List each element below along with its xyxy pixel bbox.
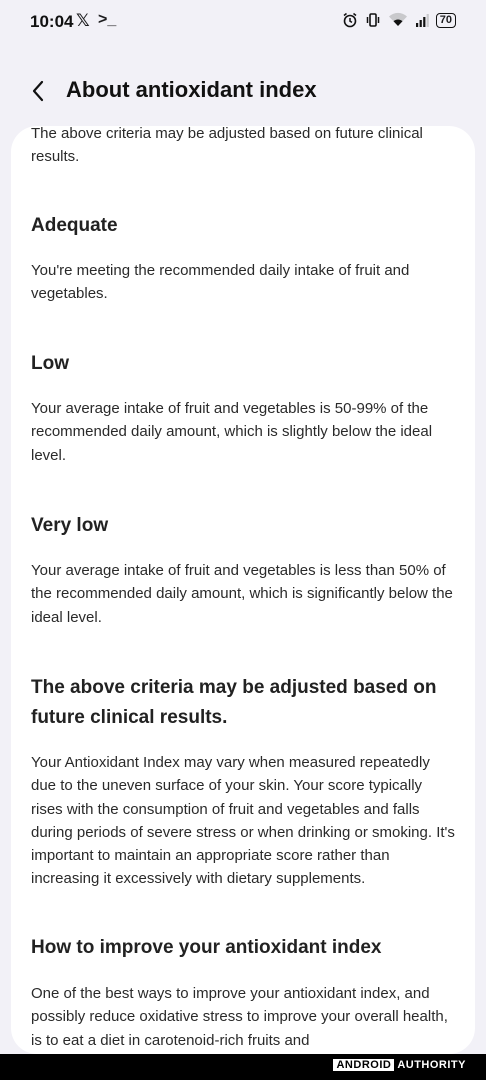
watermark: ANDROID AUTHORITY bbox=[333, 1059, 466, 1071]
adequate-text: You're meeting the recommended daily intake of fruit and vegetables. bbox=[31, 262, 410, 303]
criteria-text: Your Antioxidant Index may vary when measured repeatedly due to the uneven surface of your skin. Your score typically rises with the consumption of fruit and vegetables and falls during periods of severe stress or when drinking or smoking. It's important to maintain an appropriate score rather than increasing it excessively with dietary supplements. bbox=[31, 754, 455, 888]
criteria-heading: The above criteria may be adjusted based on future clinical results. bbox=[31, 677, 437, 728]
improve-text: One of the best ways to improve your antioxidant index, and possibly reduce oxidative stress to improve your overall health, is to eat a diet in carotenoid-rich fruits and bbox=[31, 985, 448, 1049]
alarm-icon bbox=[342, 12, 358, 28]
vibrate-icon bbox=[365, 12, 381, 28]
navigation-bar bbox=[0, 1054, 486, 1080]
status-icons bbox=[342, 12, 456, 28]
low-text: Your average intake of fruit and vegetables is 50-99% of the recommended daily amount, which is slightly below the ideal level. bbox=[31, 400, 433, 464]
adequate-heading: Adequate bbox=[31, 215, 118, 236]
improve-heading: How to improve your antioxidant index bbox=[31, 937, 382, 958]
page-title: About antioxidant index bbox=[66, 77, 317, 102]
intro-text: The above criteria may be adjusted based on future clinical results. bbox=[31, 126, 423, 166]
battery-indicator: 70 bbox=[436, 13, 456, 28]
very-low-heading: Very low bbox=[31, 515, 109, 536]
back-button[interactable] bbox=[24, 74, 56, 108]
low-heading: Low bbox=[31, 353, 69, 374]
app-bar bbox=[0, 60, 486, 120]
signal-icon bbox=[415, 12, 429, 28]
wifi-icon bbox=[388, 12, 408, 28]
terminal-icon: >_ bbox=[98, 11, 117, 28]
x-app-icon: 𝕏 bbox=[76, 11, 90, 30]
status-bar bbox=[0, 0, 486, 44]
chevron-left-icon bbox=[24, 74, 56, 108]
very-low-text: Your average intake of fruit and vegetables is less than 50% of the recommended daily amount, which is significantly below the ideal level. bbox=[31, 562, 453, 626]
status-time: 10:04 bbox=[30, 12, 74, 31]
content-card[interactable] bbox=[11, 126, 475, 1054]
